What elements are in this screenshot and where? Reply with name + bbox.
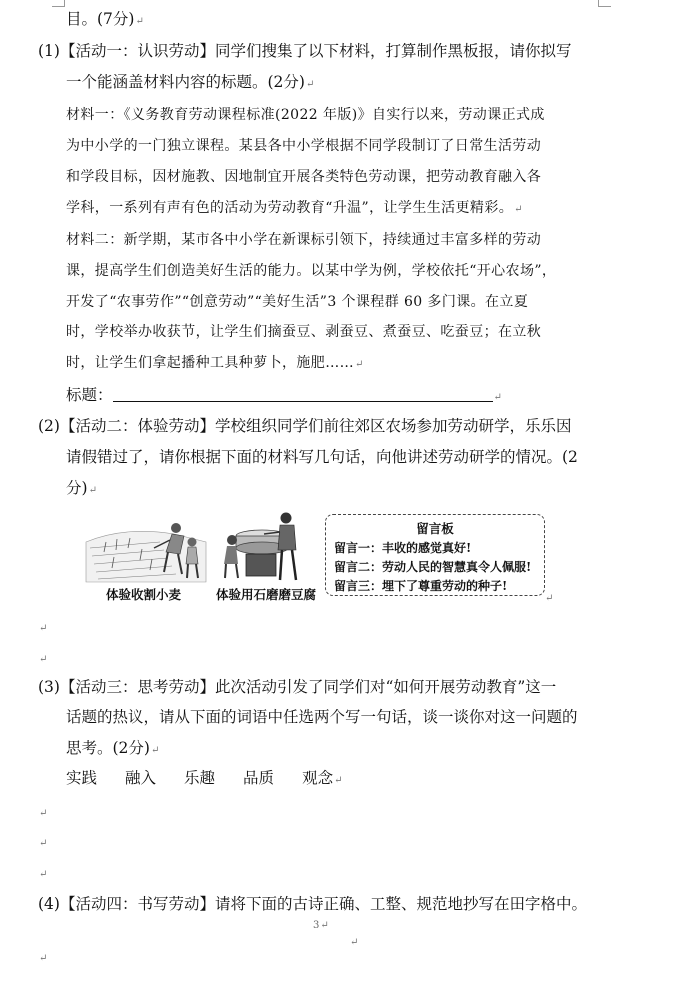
paragraph-mark-icon: ↵ bbox=[39, 808, 48, 819]
material-2-line-1: 材料二：新学期，某市各中小学在新课标引领下，持续通过丰富多样的劳动 bbox=[66, 232, 542, 248]
message-board-title: 留言板 bbox=[416, 521, 454, 536]
q3-line-3: 思考。(2分)↵ bbox=[66, 739, 160, 757]
paragraph-mark-icon: ↵ bbox=[305, 79, 315, 90]
paragraph-mark-icon: ↵ bbox=[39, 953, 48, 964]
q1-line-2: 一个能涵盖材料内容的标题。(2分)↵ bbox=[66, 73, 315, 91]
paragraph-mark-icon: ↵ bbox=[355, 359, 364, 370]
paragraph-mark-icon: ↵ bbox=[39, 869, 48, 880]
paragraph-mark-icon: ↵ bbox=[150, 745, 160, 756]
empty-paragraph[interactable] bbox=[38, 647, 47, 670]
material-1-line-4: 学科，一系列有声有色的活动为劳动教育“升温”，让学生生活更精彩。↵ bbox=[66, 200, 523, 216]
paragraph-mark-icon: ↵ bbox=[88, 485, 97, 496]
word-choice: 实践 bbox=[66, 769, 98, 787]
caption-stone-mill: 体验用石磨磨豆腐 bbox=[216, 587, 317, 602]
title-blank-underline bbox=[113, 387, 493, 402]
word-choice: 观念 bbox=[302, 769, 334, 787]
paragraph-mark-icon: ↵ bbox=[514, 204, 523, 215]
paragraph-mark-icon: ↵ bbox=[39, 654, 48, 665]
material-1-line-2: 为中小学的一门独立课程。某县各中小学根据不同学段制订了日常生活劳动 bbox=[66, 138, 542, 154]
empty-paragraph[interactable] bbox=[38, 862, 47, 885]
material-2-line-5: 时，让学生们拿起播种工具种萝卜，施肥……↵ bbox=[66, 355, 364, 371]
paragraph-mark-icon: ↵ bbox=[135, 16, 144, 27]
stone-mill-tofu-illustration bbox=[212, 510, 312, 584]
paragraph-mark-icon: ↵ bbox=[350, 937, 359, 948]
word-choice: 乐趣 bbox=[184, 769, 216, 787]
paragraph-mark-icon: ↵ bbox=[493, 392, 502, 403]
q2-line-1: (2)【活动二：体验劳动】学校组织同学们前往郊区农场参加劳动研学，乐乐因 bbox=[38, 417, 572, 435]
material-2-line-3: 开发了“农事劳作”“创意劳动”“美好生活”3 个课程群 60 多门课。在立夏 bbox=[66, 294, 529, 310]
q1-line-1: (1)【活动一：认识劳动】同学们搜集了以下材料，打算制作黑板报，请你拟写 bbox=[38, 42, 572, 60]
page-number: 3↵ bbox=[313, 920, 329, 931]
paragraph-mark-icon: ↵ bbox=[320, 920, 329, 931]
q3-line-2: 话题的热议，请从下面的词语中任选两个写一句话，谈一谈你对这一问题的 bbox=[66, 708, 578, 726]
message-board-item: 留言一：丰收的感觉真好! bbox=[334, 541, 472, 555]
empty-paragraph[interactable] bbox=[38, 946, 47, 969]
paragraph-mark-icon: ↵ bbox=[39, 838, 48, 849]
word-choice: 融入 bbox=[125, 769, 157, 787]
q2-line-3: 分)↵ bbox=[66, 479, 97, 497]
material-1-line-3: 和学段目标，因材施教、因地制宜开展各类特色劳动课，把劳动教育融入各 bbox=[66, 169, 542, 185]
message-board-item: 留言二：劳动人民的智慧真令人佩服! bbox=[334, 560, 532, 574]
page-corner-mark-left bbox=[52, 0, 65, 7]
empty-paragraph[interactable] bbox=[38, 801, 47, 824]
empty-paragraph[interactable] bbox=[38, 831, 47, 854]
material-2-line-2: 课，提高学生们创造美好生活的能力。以某中学为例，学校依托“开心农场”， bbox=[66, 263, 557, 279]
material-1-line-1: 材料一：《义务教育劳动课程标准(2022 年版)》自实行以来，劳动课正式成 bbox=[66, 107, 545, 123]
material-2-line-4: 时，学校举办收获节，让学生们摘蚕豆、剥蚕豆、煮蚕豆、吃蚕豆；在立秋 bbox=[66, 324, 542, 340]
paragraph-mark-icon: ↵ bbox=[39, 623, 48, 634]
empty-paragraph[interactable] bbox=[38, 616, 47, 639]
question-tail: 目。(7分)↵ bbox=[66, 10, 144, 28]
harvest-wheat-illustration bbox=[84, 512, 208, 584]
message-board bbox=[325, 514, 545, 596]
word-choice: 品质 bbox=[243, 769, 275, 787]
word-choices bbox=[66, 768, 370, 791]
q4-line-1: (4)【活动四：书写劳动】请将下面的古诗正确、工整、规范地抄写在田字格中。 bbox=[38, 895, 587, 913]
page-corner-mark-right bbox=[598, 0, 611, 7]
title-answer-line[interactable]: 标题： ↵ bbox=[66, 386, 502, 404]
q2-line-2: 请假错过了，请你根据下面的材料写几句话，向他讲述劳动研学的情况。(2 bbox=[66, 448, 578, 466]
paragraph-mark-icon: ↵ bbox=[334, 775, 343, 786]
paragraph-mark-icon: ↵ bbox=[545, 593, 554, 604]
q3-line-1: (3)【活动三：思考劳动】此次活动引发了同学们对“如何开展劳动教育”这一 bbox=[38, 678, 557, 696]
caption-harvest-wheat: 体验收割小麦 bbox=[106, 587, 182, 602]
message-board-item: 留言三：埋下了尊重劳动的种子! bbox=[334, 579, 508, 593]
